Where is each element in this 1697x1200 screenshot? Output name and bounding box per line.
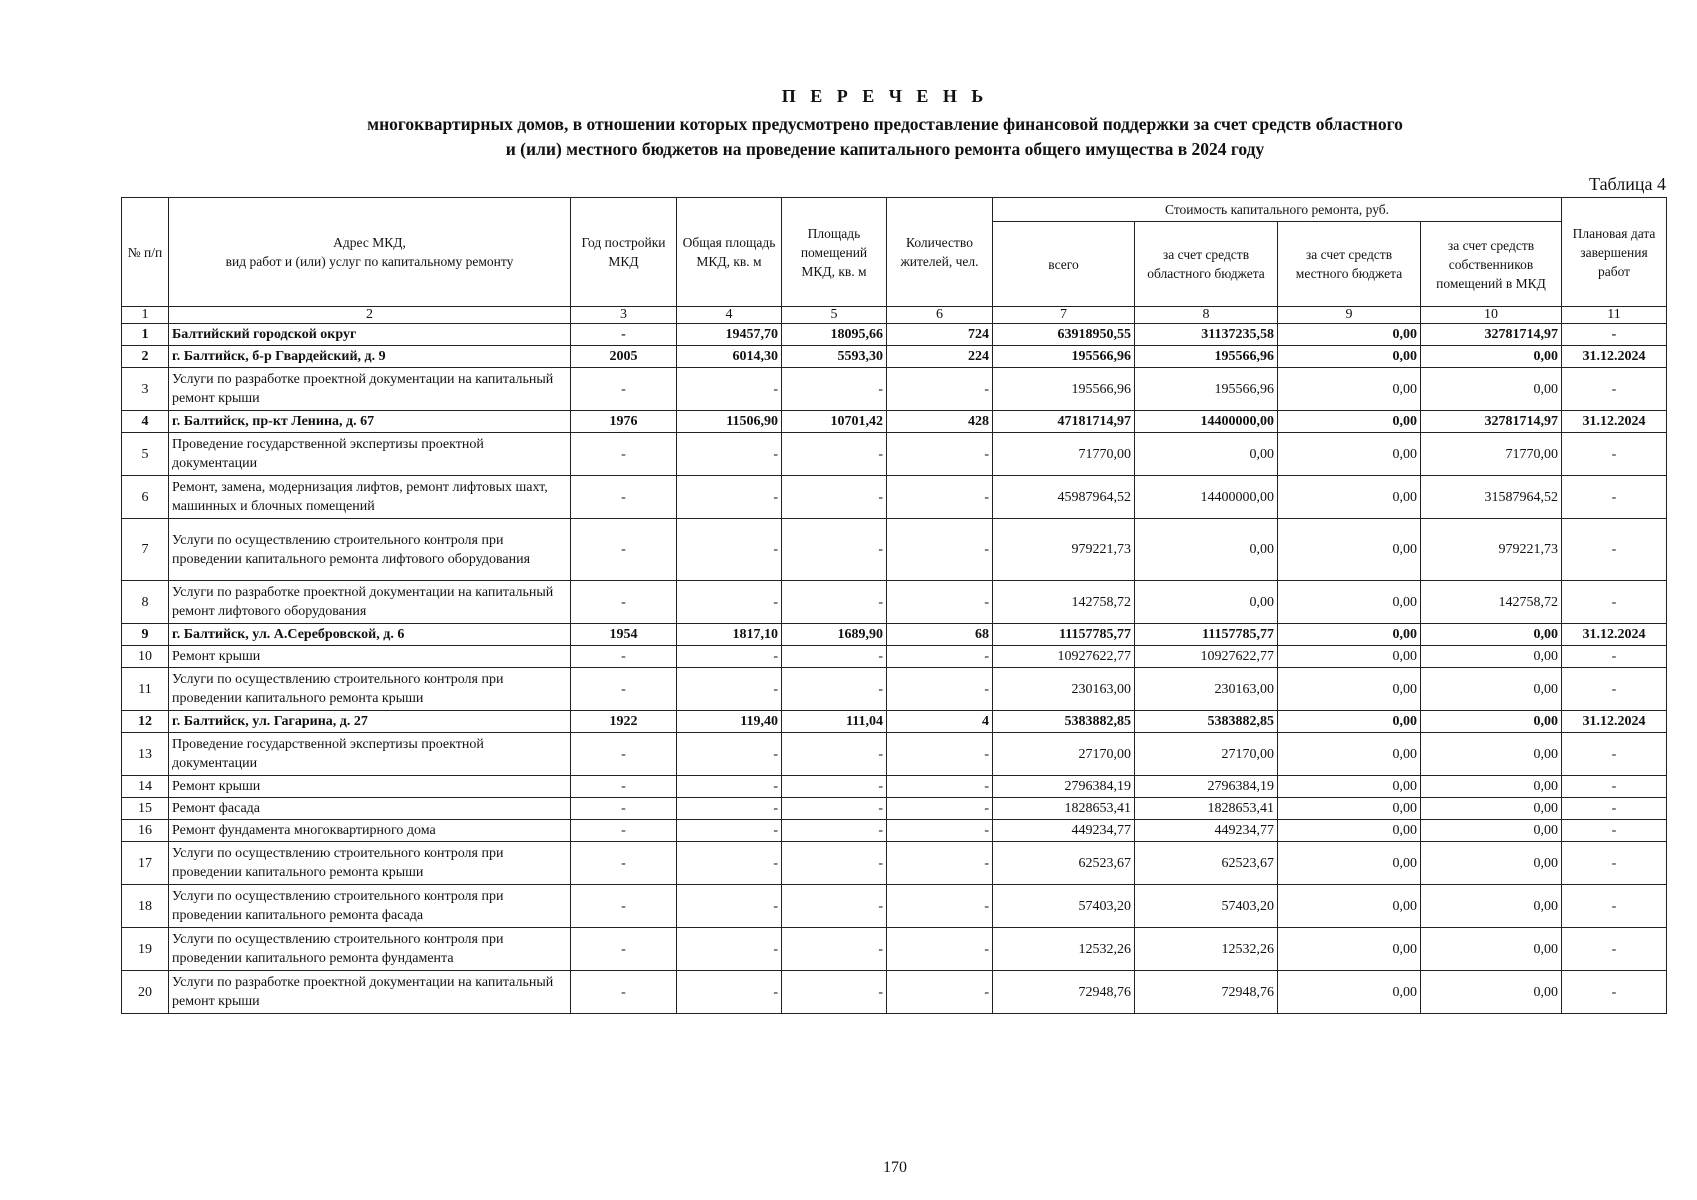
cell-prem: - <box>782 646 887 668</box>
cell-area: 11506,90 <box>677 411 782 433</box>
cell-prem: - <box>782 476 887 519</box>
cell-res: - <box>887 433 993 476</box>
cell-name: Проведение государственной экспертизы проектной документации <box>169 733 571 776</box>
cell-prem: - <box>782 433 887 476</box>
cell-own: 0,00 <box>1421 668 1562 711</box>
document-subtitle <box>230 112 1540 162</box>
cell-reg: 14400000,00 <box>1135 411 1278 433</box>
cell-reg: 195566,96 <box>1135 368 1278 411</box>
cell-prem: - <box>782 581 887 624</box>
cell-total: 71770,00 <box>993 433 1135 476</box>
cell-year: 1922 <box>571 711 677 733</box>
cell-total: 230163,00 <box>993 668 1135 711</box>
repair-table <box>121 197 1667 1014</box>
column-number: 1 <box>122 307 169 324</box>
table-row <box>122 368 1667 411</box>
table-row <box>122 798 1667 820</box>
cell-area: - <box>677 733 782 776</box>
cell-n: 17 <box>122 842 169 885</box>
subtitle-line-2: и (или) местного бюджетов на проведение капитального ремонта общего имущества в 2024 году <box>505 139 1265 159</box>
cell-date: - <box>1562 368 1667 411</box>
cell-reg: 449234,77 <box>1135 820 1278 842</box>
col-header-total-area: Общая площадь МКД, кв. м <box>677 198 782 307</box>
cell-total: 142758,72 <box>993 581 1135 624</box>
cell-area: - <box>677 519 782 581</box>
cell-year: 1976 <box>571 411 677 433</box>
cell-year: - <box>571 776 677 798</box>
col-header-address: Адрес МКД, вид работ и (или) услуг по капитальному ремонту <box>169 198 571 307</box>
cell-own: 0,00 <box>1421 776 1562 798</box>
table-row <box>122 519 1667 581</box>
cell-res: 428 <box>887 411 993 433</box>
cell-prem: 10701,42 <box>782 411 887 433</box>
cell-loc: 0,00 <box>1278 885 1421 928</box>
col-header-planned-date: Плановая дата завершения работ <box>1562 198 1667 307</box>
cell-date: - <box>1562 820 1667 842</box>
cell-own: 979221,73 <box>1421 519 1562 581</box>
cell-date: - <box>1562 885 1667 928</box>
cell-n: 19 <box>122 928 169 971</box>
cell-name: Услуги по осуществлению строительного контроля при проведении капитального ремонта фасада <box>169 885 571 928</box>
document-title: П Е Р Е Ч Е Н Ь <box>781 86 989 106</box>
cell-reg: 11157785,77 <box>1135 624 1278 646</box>
cell-res: - <box>887 842 993 885</box>
cell-area: - <box>677 885 782 928</box>
cell-year: - <box>571 928 677 971</box>
table-row <box>122 971 1667 1014</box>
cell-total: 45987964,52 <box>993 476 1135 519</box>
col-header-cost-group: Стоимость капитального ремонта, руб. <box>993 198 1562 222</box>
cell-loc: 0,00 <box>1278 711 1421 733</box>
cell-res: 724 <box>887 324 993 346</box>
cell-n: 4 <box>122 411 169 433</box>
cell-area: 119,40 <box>677 711 782 733</box>
cell-res: - <box>887 928 993 971</box>
cell-res: - <box>887 820 993 842</box>
column-number: 7 <box>993 307 1135 324</box>
cell-area: - <box>677 368 782 411</box>
cell-own: 71770,00 <box>1421 433 1562 476</box>
cell-own: 0,00 <box>1421 928 1562 971</box>
table-row <box>122 733 1667 776</box>
cell-year: - <box>571 733 677 776</box>
cell-n: 10 <box>122 646 169 668</box>
cell-name: Ремонт, замена, модернизация лифтов, ремонт лифтовых шахт, машинных и блочных помещений <box>169 476 571 519</box>
cell-res: - <box>887 476 993 519</box>
cell-area: - <box>677 668 782 711</box>
table-row <box>122 646 1667 668</box>
cell-own: 0,00 <box>1421 798 1562 820</box>
cell-loc: 0,00 <box>1278 798 1421 820</box>
cell-name: Услуги по осуществлению строительного контроля при проведении капитального ремонта крыши <box>169 842 571 885</box>
cell-year: - <box>571 581 677 624</box>
cell-own: 31587964,52 <box>1421 476 1562 519</box>
cell-res: - <box>887 798 993 820</box>
cell-prem: - <box>782 519 887 581</box>
cell-area: - <box>677 820 782 842</box>
column-number: 10 <box>1421 307 1562 324</box>
cell-area: 1817,10 <box>677 624 782 646</box>
cell-total: 62523,67 <box>993 842 1135 885</box>
cell-total: 57403,20 <box>993 885 1135 928</box>
cell-prem: - <box>782 971 887 1014</box>
cell-year: - <box>571 885 677 928</box>
cell-own: 32781714,97 <box>1421 324 1562 346</box>
cell-res: - <box>887 733 993 776</box>
cell-area: - <box>677 842 782 885</box>
table-row <box>122 928 1667 971</box>
table-row <box>122 668 1667 711</box>
cell-name: Услуги по разработке проектной документации на капитальный ремонт крыши <box>169 368 571 411</box>
cell-reg: 0,00 <box>1135 433 1278 476</box>
cell-total: 979221,73 <box>993 519 1135 581</box>
col-header-residents: Количество жителей, чел. <box>887 198 993 307</box>
column-number: 6 <box>887 307 993 324</box>
cell-date: - <box>1562 928 1667 971</box>
cell-date: 31.12.2024 <box>1562 624 1667 646</box>
cell-res: - <box>887 646 993 668</box>
cell-own: 0,00 <box>1421 346 1562 368</box>
col-header-year: Год постройки МКД <box>571 198 677 307</box>
cell-reg: 10927622,77 <box>1135 646 1278 668</box>
cell-total: 27170,00 <box>993 733 1135 776</box>
cell-loc: 0,00 <box>1278 668 1421 711</box>
cell-loc: 0,00 <box>1278 776 1421 798</box>
cell-date: - <box>1562 842 1667 885</box>
cell-reg: 230163,00 <box>1135 668 1278 711</box>
cell-res: 68 <box>887 624 993 646</box>
table-row <box>122 820 1667 842</box>
cell-prem: 5593,30 <box>782 346 887 368</box>
table-label: Таблица 4 <box>1589 174 1666 194</box>
column-number: 2 <box>169 307 571 324</box>
cell-total: 72948,76 <box>993 971 1135 1014</box>
cell-n: 16 <box>122 820 169 842</box>
col-header-cost-regional: за счет средств областного бюджета <box>1135 222 1278 307</box>
table-row <box>122 411 1667 433</box>
cell-date: - <box>1562 798 1667 820</box>
cell-year: - <box>571 433 677 476</box>
cell-name: Ремонт фундамента многоквартирного дома <box>169 820 571 842</box>
cell-loc: 0,00 <box>1278 842 1421 885</box>
cell-n: 3 <box>122 368 169 411</box>
cell-own: 0,00 <box>1421 971 1562 1014</box>
cell-total: 195566,96 <box>993 346 1135 368</box>
cell-name: г. Балтийск, б-р Гвардейский, д. 9 <box>169 346 571 368</box>
cell-total: 47181714,97 <box>993 411 1135 433</box>
cell-date: 31.12.2024 <box>1562 711 1667 733</box>
cell-reg: 0,00 <box>1135 519 1278 581</box>
cell-reg: 14400000,00 <box>1135 476 1278 519</box>
table-row <box>122 346 1667 368</box>
cell-loc: 0,00 <box>1278 820 1421 842</box>
cell-total: 5383882,85 <box>993 711 1135 733</box>
cell-date: - <box>1562 668 1667 711</box>
cell-area: - <box>677 646 782 668</box>
cell-loc: 0,00 <box>1278 346 1421 368</box>
cell-name: г. Балтийск, ул. А.Серебровской, д. 6 <box>169 624 571 646</box>
cell-year: 1954 <box>571 624 677 646</box>
cell-loc: 0,00 <box>1278 519 1421 581</box>
cell-reg: 195566,96 <box>1135 346 1278 368</box>
cell-loc: 0,00 <box>1278 411 1421 433</box>
cell-res: - <box>887 368 993 411</box>
cell-loc: 0,00 <box>1278 433 1421 476</box>
cell-year: - <box>571 646 677 668</box>
cell-reg: 72948,76 <box>1135 971 1278 1014</box>
cell-n: 6 <box>122 476 169 519</box>
cell-n: 2 <box>122 346 169 368</box>
table-row <box>122 433 1667 476</box>
cell-total: 12532,26 <box>993 928 1135 971</box>
col-header-cost-owners: за счет средств собственников помещений в МКД <box>1421 222 1562 307</box>
cell-year: - <box>571 519 677 581</box>
cell-total: 10927622,77 <box>993 646 1135 668</box>
cell-name: Услуги по осуществлению строительного контроля при проведении капитального ремонта лифтового оборудования <box>169 519 571 581</box>
cell-n: 9 <box>122 624 169 646</box>
cell-own: 0,00 <box>1421 733 1562 776</box>
cell-reg: 62523,67 <box>1135 842 1278 885</box>
table-row <box>122 711 1667 733</box>
table-row <box>122 776 1667 798</box>
cell-name: Ремонт крыши <box>169 646 571 668</box>
cell-reg: 0,00 <box>1135 581 1278 624</box>
column-number-row <box>122 307 1667 324</box>
cell-name: Проведение государственной экспертизы проектной документации <box>169 433 571 476</box>
cell-own: 0,00 <box>1421 624 1562 646</box>
cell-date: - <box>1562 476 1667 519</box>
table-row <box>122 624 1667 646</box>
cell-year: - <box>571 971 677 1014</box>
page-number: 170 <box>883 1159 907 1176</box>
cell-reg: 57403,20 <box>1135 885 1278 928</box>
cell-n: 15 <box>122 798 169 820</box>
cell-area: - <box>677 928 782 971</box>
cell-date: - <box>1562 776 1667 798</box>
cell-reg: 31137235,58 <box>1135 324 1278 346</box>
cell-n: 14 <box>122 776 169 798</box>
cell-prem: - <box>782 885 887 928</box>
cell-year: - <box>571 476 677 519</box>
cell-date: - <box>1562 519 1667 581</box>
cell-n: 18 <box>122 885 169 928</box>
cell-res: - <box>887 971 993 1014</box>
cell-own: 0,00 <box>1421 820 1562 842</box>
cell-area: - <box>677 971 782 1014</box>
cell-loc: 0,00 <box>1278 368 1421 411</box>
cell-reg: 2796384,19 <box>1135 776 1278 798</box>
cell-reg: 27170,00 <box>1135 733 1278 776</box>
cell-area: - <box>677 476 782 519</box>
cell-total: 11157785,77 <box>993 624 1135 646</box>
column-number: 5 <box>782 307 887 324</box>
cell-own: 0,00 <box>1421 711 1562 733</box>
cell-date: - <box>1562 324 1667 346</box>
cell-prem: - <box>782 776 887 798</box>
cell-prem: - <box>782 820 887 842</box>
cell-res: 224 <box>887 346 993 368</box>
cell-area: 6014,30 <box>677 346 782 368</box>
cell-date: - <box>1562 581 1667 624</box>
column-number: 3 <box>571 307 677 324</box>
cell-prem: - <box>782 368 887 411</box>
cell-area: - <box>677 433 782 476</box>
cell-own: 0,00 <box>1421 646 1562 668</box>
cell-reg: 5383882,85 <box>1135 711 1278 733</box>
cell-n: 5 <box>122 433 169 476</box>
cell-loc: 0,00 <box>1278 928 1421 971</box>
cell-prem: 18095,66 <box>782 324 887 346</box>
cell-n: 12 <box>122 711 169 733</box>
cell-year: - <box>571 324 677 346</box>
cell-loc: 0,00 <box>1278 581 1421 624</box>
cell-area: - <box>677 798 782 820</box>
table-body <box>122 324 1667 1014</box>
cell-prem: - <box>782 842 887 885</box>
cell-n: 8 <box>122 581 169 624</box>
cell-year: - <box>571 842 677 885</box>
cell-reg: 1828653,41 <box>1135 798 1278 820</box>
column-number: 9 <box>1278 307 1421 324</box>
cell-date: 31.12.2024 <box>1562 411 1667 433</box>
cell-prem: 1689,90 <box>782 624 887 646</box>
cell-year: - <box>571 368 677 411</box>
cell-res: - <box>887 885 993 928</box>
cell-name: Услуги по осуществлению строительного контроля при проведении капитального ремонта крыши <box>169 668 571 711</box>
cell-prem: - <box>782 733 887 776</box>
column-number: 8 <box>1135 307 1278 324</box>
table-row <box>122 324 1667 346</box>
cell-name: Ремонт фасада <box>169 798 571 820</box>
cell-res: - <box>887 519 993 581</box>
cell-loc: 0,00 <box>1278 624 1421 646</box>
cell-total: 195566,96 <box>993 368 1135 411</box>
cell-date: - <box>1562 971 1667 1014</box>
cell-total: 1828653,41 <box>993 798 1135 820</box>
col-header-cost-total: всего <box>993 222 1135 307</box>
cell-year: - <box>571 798 677 820</box>
cell-date: - <box>1562 433 1667 476</box>
cell-area: - <box>677 776 782 798</box>
cell-res: 4 <box>887 711 993 733</box>
cell-name: Услуги по разработке проектной документации на капитальный ремонт крыши <box>169 971 571 1014</box>
cell-name: Услуги по разработке проектной документации на капитальный ремонт лифтового оборудования <box>169 581 571 624</box>
table-row <box>122 885 1667 928</box>
cell-name: г. Балтийск, ул. Гагарина, д. 27 <box>169 711 571 733</box>
cell-loc: 0,00 <box>1278 476 1421 519</box>
cell-own: 32781714,97 <box>1421 411 1562 433</box>
col-header-cost-local: за счет средств местного бюджета <box>1278 222 1421 307</box>
cell-loc: 0,00 <box>1278 646 1421 668</box>
cell-res: - <box>887 776 993 798</box>
cell-loc: 0,00 <box>1278 733 1421 776</box>
cell-area: - <box>677 581 782 624</box>
cell-total: 63918950,55 <box>993 324 1135 346</box>
cell-area: 19457,70 <box>677 324 782 346</box>
cell-reg: 12532,26 <box>1135 928 1278 971</box>
cell-n: 11 <box>122 668 169 711</box>
cell-prem: - <box>782 668 887 711</box>
cell-n: 7 <box>122 519 169 581</box>
table-row <box>122 581 1667 624</box>
cell-n: 13 <box>122 733 169 776</box>
cell-total: 2796384,19 <box>993 776 1135 798</box>
cell-name: г. Балтийск, пр-кт Ленина, д. 67 <box>169 411 571 433</box>
cell-name: Услуги по осуществлению строительного контроля при проведении капитального ремонта фундамента <box>169 928 571 971</box>
cell-year: 2005 <box>571 346 677 368</box>
column-number: 11 <box>1562 307 1667 324</box>
cell-name: Балтийский городской округ <box>169 324 571 346</box>
column-number: 4 <box>677 307 782 324</box>
cell-prem: - <box>782 798 887 820</box>
col-header-num: № п/п <box>122 198 169 307</box>
cell-loc: 0,00 <box>1278 324 1421 346</box>
cell-own: 0,00 <box>1421 885 1562 928</box>
cell-loc: 0,00 <box>1278 971 1421 1014</box>
cell-res: - <box>887 668 993 711</box>
cell-date: - <box>1562 733 1667 776</box>
cell-res: - <box>887 581 993 624</box>
cell-prem: 111,04 <box>782 711 887 733</box>
cell-name: Ремонт крыши <box>169 776 571 798</box>
table-row <box>122 476 1667 519</box>
cell-n: 20 <box>122 971 169 1014</box>
cell-prem: - <box>782 928 887 971</box>
cell-own: 142758,72 <box>1421 581 1562 624</box>
cell-date: - <box>1562 646 1667 668</box>
cell-year: - <box>571 668 677 711</box>
table-row <box>122 842 1667 885</box>
cell-n: 1 <box>122 324 169 346</box>
subtitle-line-1: многоквартирных домов, в отношении которых предусмотрено предоставление финансовой поддержки за счет средств областного <box>367 114 1403 134</box>
cell-year: - <box>571 820 677 842</box>
cell-own: 0,00 <box>1421 842 1562 885</box>
cell-date: 31.12.2024 <box>1562 346 1667 368</box>
col-header-premises-area: Площадь помещений МКД, кв. м <box>782 198 887 307</box>
cell-total: 449234,77 <box>993 820 1135 842</box>
cell-own: 0,00 <box>1421 368 1562 411</box>
